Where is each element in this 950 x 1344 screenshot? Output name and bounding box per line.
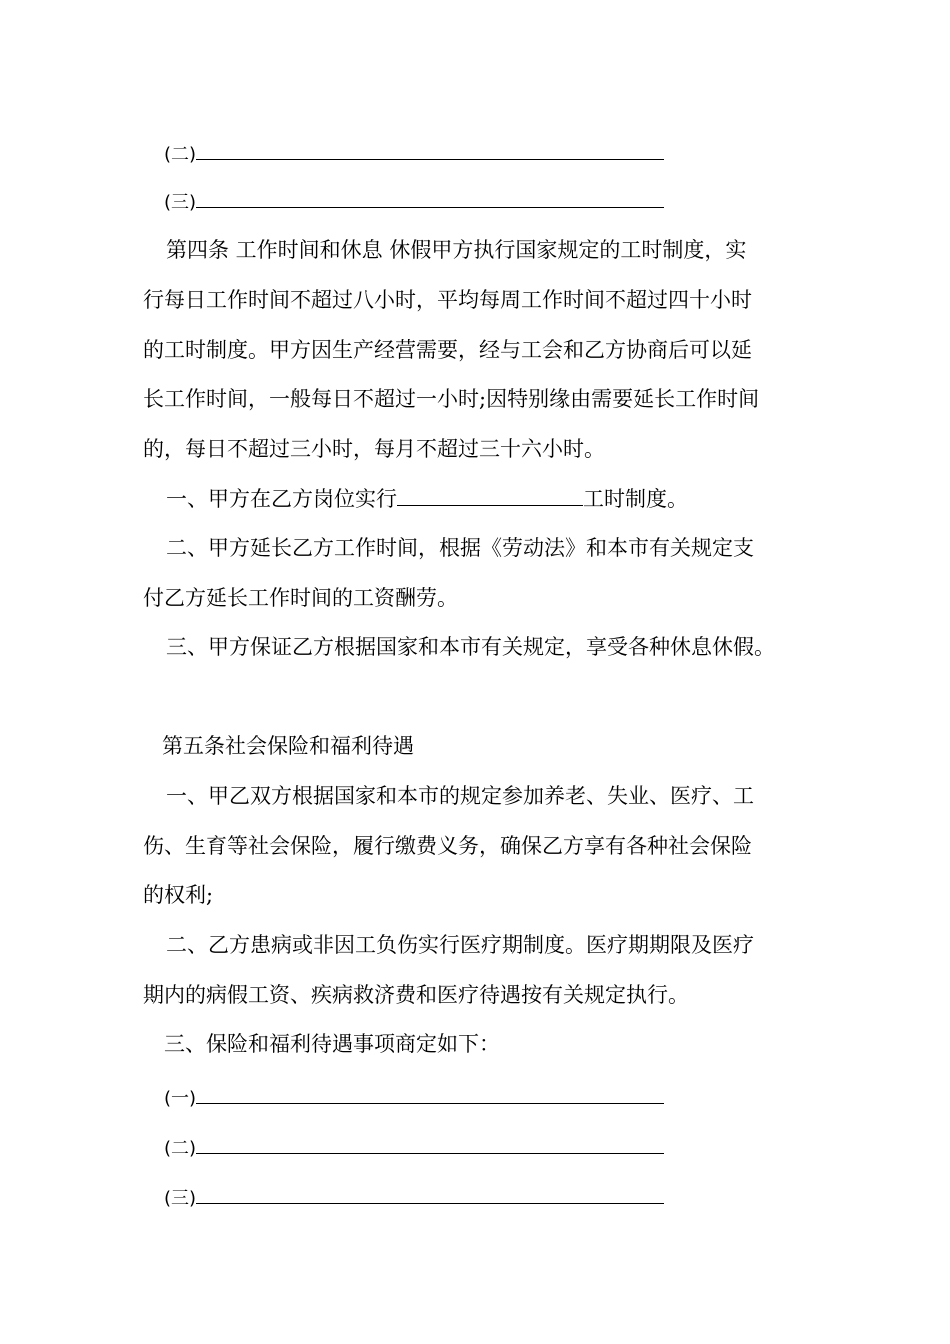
article5-item-1-line-2: 伤、生育等社会保险，履行缴费义务，确保乙方享有各种社会保险 <box>143 834 752 858</box>
article4-line-4: 长工作时间，一般每日不超过一小时;因特别缘由需要延长工作时间 <box>143 387 760 411</box>
benefit-blank-3 <box>164 1183 664 1212</box>
item1-text-before: 一、甲方在乙方岗位实行 <box>166 487 397 511</box>
fill-in-blank[interactable] <box>196 1133 664 1154</box>
benefit-blank-1 <box>164 1083 664 1112</box>
article4-line-2: 行每日工作时间不超过八小时，平均每周工作时间不超过四十小时 <box>143 288 752 312</box>
article4-item-2-line-1: 二、甲方延长乙方工作时间，根据《劳动法》和本市有关规定支 <box>166 536 754 560</box>
blank-line-2 <box>164 139 664 168</box>
article5-item-1-line-1: 一、甲乙双方根据国家和本市的规定参加养老、失业、医疗、工 <box>166 784 754 808</box>
item1-text-after: 工时制度。 <box>583 487 688 511</box>
article4-item-2-line-2: 付乙方延长工作时间的工资酬劳。 <box>143 586 458 610</box>
article4-item-3: 三、甲方保证乙方根据国家和本市有关规定，享受各种休息休假。 <box>166 635 775 659</box>
fill-in-blank[interactable] <box>196 1083 664 1104</box>
fill-in-blank[interactable] <box>196 187 664 208</box>
fill-in-blank[interactable] <box>196 1183 664 1204</box>
article4-item-1 <box>166 485 688 512</box>
article4-line-5: 的，每日不超过三小时，每月不超过三十六小时。 <box>143 437 605 461</box>
blank-line-3 <box>164 187 664 216</box>
article4-line-1: 第四条 工作时间和休息 休假甲方执行国家规定的工时制度，实 <box>166 238 747 262</box>
article5-item-1-line-3: 的权利; <box>143 883 214 907</box>
benefit-blank-2 <box>164 1133 664 1162</box>
blank-label: (三) <box>164 1188 197 1209</box>
hours-system-blank[interactable] <box>397 485 583 506</box>
fill-in-blank[interactable] <box>196 139 664 160</box>
article5-item-2-line-2: 期内的病假工资、疾病救济费和医疗待遇按有关规定执行。 <box>143 983 689 1007</box>
blank-label: (二) <box>164 144 197 165</box>
article4-line-3: 的工时制度。甲方因生产经营需要，经与工会和乙方协商后可以延 <box>143 338 752 362</box>
article5-item-3: 三、保险和福利待遇事项商定如下： <box>164 1032 500 1056</box>
blank-label: (一) <box>164 1088 197 1109</box>
article5-item-2-line-1: 二、乙方患病或非因工负伤实行医疗期制度。医疗期期限及医疗 <box>166 933 754 957</box>
blank-label: (二) <box>164 1138 197 1159</box>
blank-label: (三) <box>164 192 197 213</box>
article5-title: 第五条社会保险和福利待遇 <box>162 734 414 758</box>
